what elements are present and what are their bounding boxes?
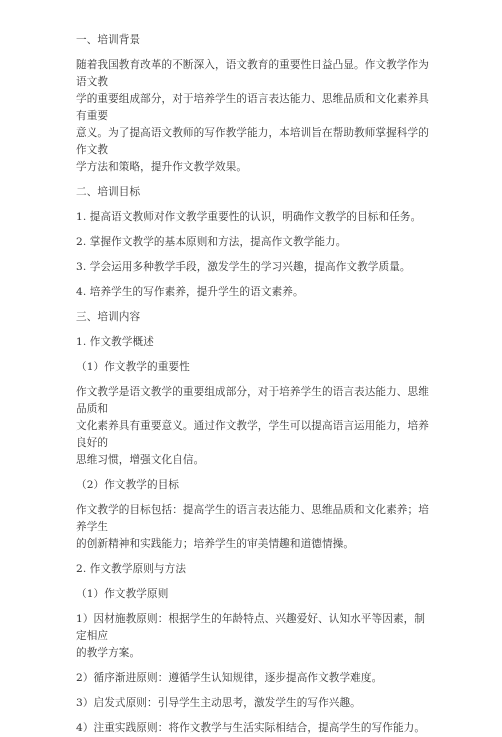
background-paragraph-line: 学的重要组成部分，对于培养学生的语言表达能力、思维品质和文化素养具有重要 bbox=[76, 93, 429, 122]
goal-item: 3. 学会运用多种教学手段，激发学生的学习兴趣，提高作文教学质量。 bbox=[76, 261, 411, 273]
paragraph-line: 的创新精神和实践能力；培养学生的审美情趣和道德情操。 bbox=[76, 538, 355, 550]
goal-item: 2. 掌握作文教学的基本原则和方法，提高作文教学能力。 bbox=[76, 236, 347, 248]
sub-subsection-heading: （1）作文教学的重要性 bbox=[76, 361, 190, 373]
subsection-heading: 2. 作文教学原则与方法 bbox=[76, 563, 187, 575]
background-paragraph-line: 意义。为了提高语文教师的写作教学能力，本培训旨在帮助教师掌握科学的作文教 bbox=[76, 127, 429, 156]
background-paragraph-line: 随着我国教育改革的不断深入，语文教育的重要性日益凸显。作文教学作为语文教 bbox=[76, 59, 429, 88]
section-heading-background: 一、培训背景 bbox=[76, 34, 141, 46]
document-page bbox=[76, 32, 430, 737]
goal-item: 4. 培养学生的写作素养，提升学生的语文素养。 bbox=[76, 286, 304, 298]
paragraph-line: 作文教学是语文教学的重要组成部分，对于培养学生的语言表达能力、思维品质和 bbox=[76, 386, 429, 415]
section-heading-goals: 二、培训目标 bbox=[76, 186, 141, 198]
sub-subsection-heading: （2）作文教学的目标 bbox=[76, 479, 180, 491]
principle-item-line: 的教学方案。 bbox=[76, 647, 141, 659]
paragraph-line: 思维习惯，增强文化自信。 bbox=[76, 454, 205, 466]
principle-item: 2）循序渐进原则：遵循学生认知规律，逐步提高作文教学难度。 bbox=[76, 672, 383, 684]
subsection-heading: 1. 作文教学概述 bbox=[76, 336, 154, 348]
paragraph-line: 文化素养具有重要意义。通过作文教学，学生可以提高语言运用能力，培养良好的 bbox=[76, 420, 429, 449]
principle-item: 4）注重实践原则：将作文教学与生活实际相结合，提高学生的写作能力。 bbox=[76, 722, 426, 734]
background-paragraph-line: 学方法和策略，提升作文教学效果。 bbox=[76, 161, 248, 173]
principle-item: 3）启发式原则：引导学生主动思考，激发学生的写作兴趣。 bbox=[76, 697, 361, 709]
paragraph-line: 作文教学的目标包括：提高学生的语言表达能力、思维品质和文化素养；培养学生 bbox=[76, 504, 429, 533]
principle-item-line: 1）因材施教原则：根据学生的年龄特点、兴趣爱好、认知水平等因素，制定相应 bbox=[76, 613, 426, 642]
section-heading-content: 三、培训内容 bbox=[76, 311, 141, 323]
sub-subsection-heading: （1）作文教学原则 bbox=[76, 588, 169, 600]
goal-item: 1. 提高语文教师对作文教学重要性的认识，明确作文教学的目标和任务。 bbox=[76, 211, 422, 223]
